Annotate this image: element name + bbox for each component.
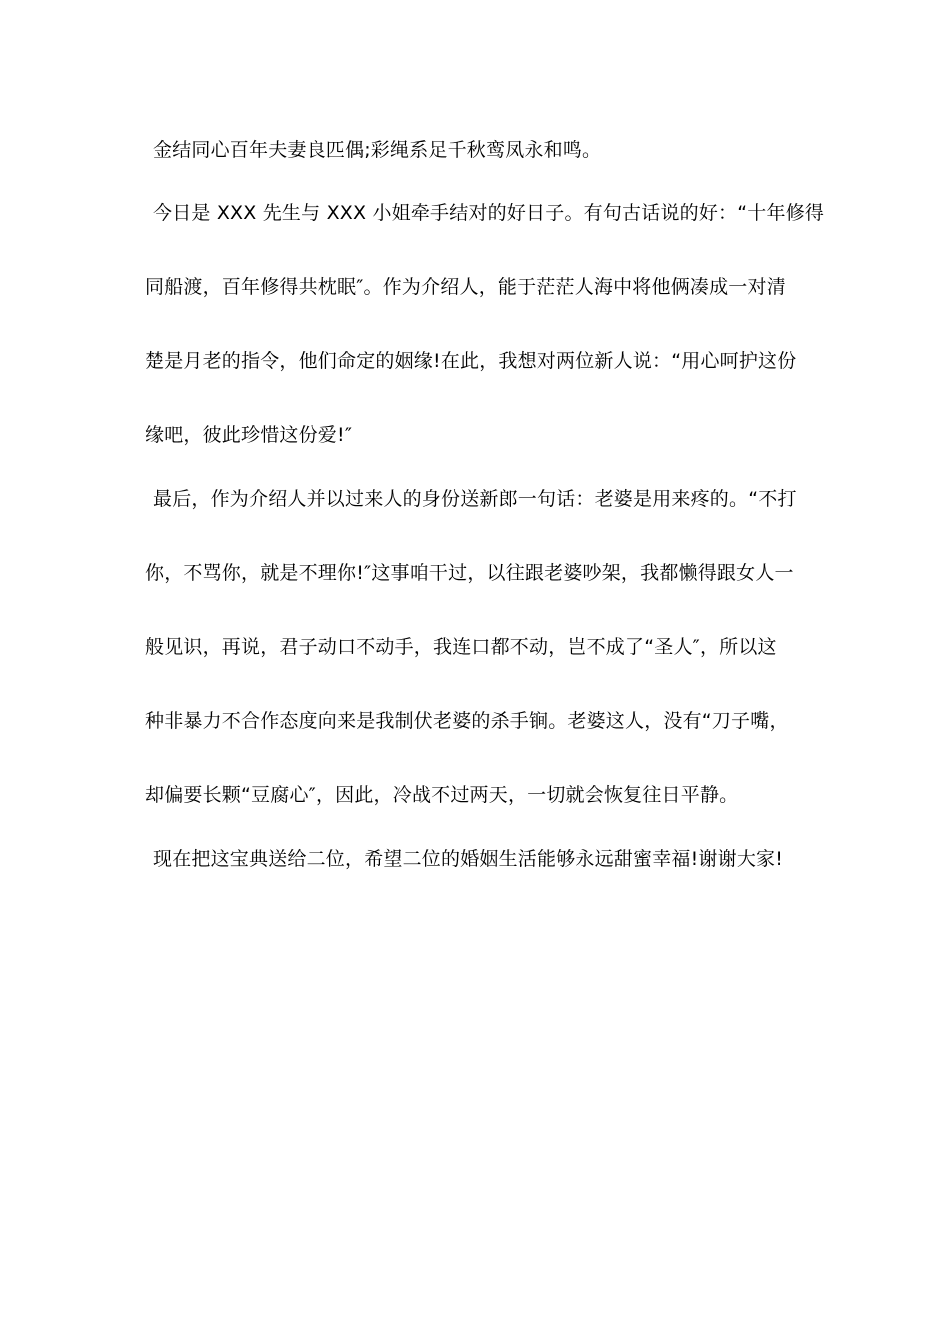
paragraph-3-line-1: 最后，作为介绍人并以过来人的身份送新郎一句话：老婆是用来疼的。“不打	[153, 488, 797, 510]
paragraph-3-line-2: 你，不骂你，就是不理你!″这事咱干过，以往跟老婆吵架，我都懒得跟女人一	[145, 562, 794, 584]
paragraph-2-line-3: 楚是月老的指令，他们命定的姻缘!在此，我想对两位新人说：“用心呵护这份	[145, 350, 797, 372]
paragraph-3-line-4: 种非暴力不合作态度向来是我制伏老婆的杀手锏。老婆这人，没有“刀子嘴，	[145, 710, 789, 732]
paragraph-4-line-1: 现在把这宝典送给二位，希望二位的婚姻生活能够永远甜蜜幸福!谢谢大家!	[153, 848, 784, 870]
paragraph-2-line-4: 缘吧，彼此珍惜这份爱!″	[145, 424, 353, 446]
paragraph-3-line-5: 却偏要长颗“豆腐心″，因此，冷战不过两天，一切就会恢复往日平静。	[145, 784, 739, 806]
paragraph-2-line-2: 同船渡，百年修得共枕眠″。作为介绍人，能于茫茫人海中将他俩凑成一对清	[145, 276, 786, 298]
paragraph-1-line-1: 金结同心百年夫妻良匹偶;彩绳系足千秋鸾凤永和鸣。	[153, 139, 602, 161]
paragraph-3-line-3: 般见识，再说，君子动口不动手，我连口都不动，岂不成了“圣人″，所以这	[145, 636, 777, 658]
paragraph-2-line-1: 今日是 XXX 先生与 XXX 小姐牵手结对的好日子。有句古话说的好：“十年修得	[153, 202, 825, 224]
